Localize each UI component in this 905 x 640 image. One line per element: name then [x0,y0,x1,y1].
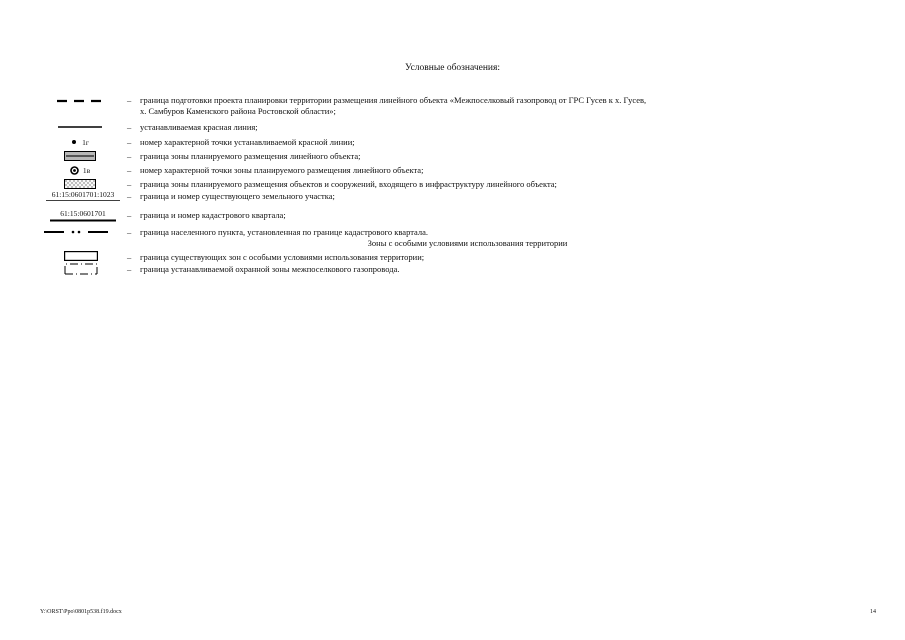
legend-row-red-line-point [0,135,905,149]
section-heading: Зоны с особыми условиями использования территории [367,238,568,248]
legend-text: граница и номер кадастрового квартала; [140,210,286,220]
legend-row-red-line [0,120,905,134]
legend-dash: – [127,227,132,237]
zone-rect-icon [62,249,100,263]
legend-dash: – [127,252,132,262]
quarter-number: 61:15:0601701 [60,209,106,218]
legend-row-land-parcel [0,189,905,205]
dashed-line-icon [55,94,105,108]
point-label: 1в [82,165,91,175]
legend-dash: – [127,137,132,147]
legend-text-continued: х. Самбуров Каменского района Ростовской области»; [140,106,336,116]
red-line-icon [58,120,102,134]
legend-dash: – [127,191,132,201]
circle-point-icon [60,163,100,177]
legend-dash: – [127,151,132,161]
settlement-line-icon [44,225,124,239]
legend-row-protection-zone [0,262,905,276]
parcel-number: 61:15:0601701:1023 [51,190,115,199]
legend-text: граница устанавливаемой охранной зоны межпоселкового газопровода. [140,264,400,274]
legend-row-project-boundary [0,94,905,116]
legend-text: граница населенного пункта, установленная по границе кадастрового квартала. [140,227,429,237]
legend-row-zone-point [0,163,905,177]
legend-title: Условные обозначения: [404,63,500,73]
hatched-rect-icon [62,149,98,163]
legend-dash: – [127,264,132,274]
legend-row-settlement [0,225,905,239]
footer-file-path: Y:\ORST\Ppo\0801p538.f19.docx [40,609,122,615]
legend-text: устанавливаемая красная линия; [140,122,258,132]
legend-dash: – [127,179,132,189]
legend-dash: – [127,165,132,175]
quarter-line-icon [45,207,121,225]
legend-text: граница зоны планируемого размещения объектов и сооружений, входящего в инфраструктуру линейного объекта; [140,179,557,189]
legend-text: граница существующих зон с особыми условиями использования территории; [140,252,425,262]
legend-row-cadastral-quarter [0,207,905,225]
legend-text: номер характерной точки устанавливаемой красной линии; [140,137,355,147]
legend-row-linear-zone [0,149,905,163]
legend-row-existing-zones [0,249,905,263]
legend-text: граница и номер существующего земельного участка; [140,191,335,201]
page-number: 14 [870,609,876,615]
legend-text: граница подготовки проекта планировки территории размещения линейного объекта «Межпоселковый газопровод от ГРС Гусев к х. Гусев, [140,95,647,105]
legend-dash: – [127,210,132,220]
legend-text: номер характерной точки зоны планируемого размещения линейного объекта; [140,165,424,175]
protect-zone-icon [62,262,100,276]
parcel-line-icon [40,189,126,203]
legend-dash: – [127,122,132,132]
point-label-icon [60,135,100,149]
legend-text: граница зоны планируемого размещения линейного объекта; [140,151,361,161]
point-label: 1г [82,137,89,147]
legend-dash: – [127,95,132,105]
